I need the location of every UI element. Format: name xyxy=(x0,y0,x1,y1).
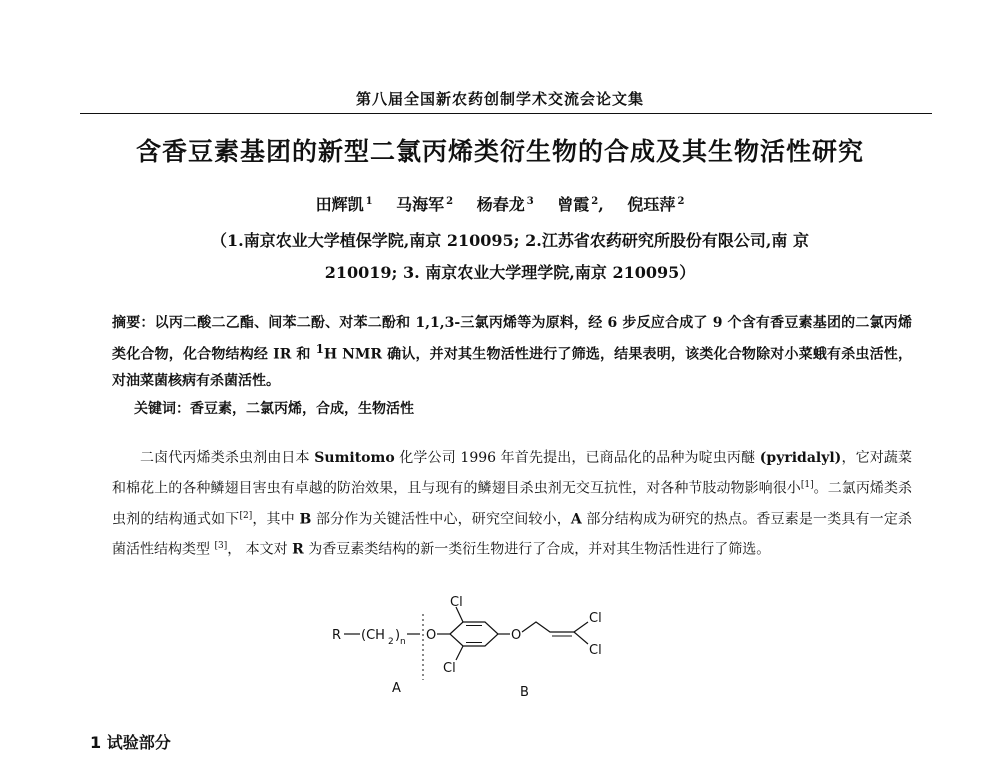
text-run: 部分结构成为研究的热点。香豆素是一类具有一定杀菌活性结构类型 xyxy=(112,511,913,558)
author-affiliation-mark: 2 xyxy=(446,195,454,207)
author: 曾霞 $^2$, xyxy=(557,195,604,214)
text-run: ，其中 xyxy=(252,511,300,528)
bond xyxy=(456,646,463,660)
author-name: 杨春龙 xyxy=(476,195,525,214)
part-a-label: A xyxy=(392,681,401,696)
author-affiliation-mark: 3 xyxy=(526,195,534,207)
abstract-text-2: H NMR 确认，并对其生物活性进行了筛选，结果表明，该类化合物除对小菜蛾有杀虫活性，对油菜菌核病有杀菌活性。 xyxy=(112,346,912,389)
linker-open: (CH xyxy=(361,628,385,643)
chlorine-vinyl-1: Cl xyxy=(589,611,602,626)
author-name: 马海军 xyxy=(396,195,445,214)
part-b-label: B xyxy=(520,685,529,700)
author-name: 田辉凯 xyxy=(315,195,364,214)
r-group-label: R xyxy=(292,541,304,558)
chlorine-bottom: Cl xyxy=(443,661,456,676)
citation: [2] xyxy=(239,510,253,521)
author xyxy=(477,195,534,214)
author xyxy=(627,195,684,214)
text-run: 化学公司 1996 年首先提出，已商品化的品种为啶虫丙醚 xyxy=(394,450,760,466)
keywords-text: 香豆素，二氯丙烯，合成，生物活性 xyxy=(190,401,414,417)
author xyxy=(316,195,373,214)
introduction-paragraph xyxy=(112,445,912,564)
header-rule xyxy=(80,113,932,114)
keywords-label: 关键词： xyxy=(134,401,190,417)
author-list xyxy=(0,192,1000,215)
oxygen-right: O xyxy=(511,628,522,643)
citation: [3] xyxy=(214,541,228,552)
text-run: 部分作为关键活性中心，研究空间较小， xyxy=(311,511,571,528)
structure-diagram xyxy=(330,592,650,704)
abstract xyxy=(112,310,912,394)
paragraph xyxy=(112,445,912,564)
author-affiliation-mark: 1 xyxy=(365,195,373,207)
allyl-chain xyxy=(522,622,574,632)
text-run: ，它对蔬菜和棉花上的各种鳞翅目害虫有卓越的防治效果，且与现有的鳞翅目杀虫剂无交互抗性，对各种节肢动物影响很小 xyxy=(112,450,913,497)
product-name: (pyridalyl) xyxy=(759,450,842,466)
text-run: 二卤代丙烯类杀虫剂由日本 xyxy=(140,450,315,466)
linker-close: ) xyxy=(395,628,401,643)
paper-title: 含香豆素基团的新型二氯丙烯类衍生物的合成及其生物活性研究 xyxy=(135,137,864,166)
author xyxy=(396,195,453,214)
chemical-structure xyxy=(330,592,650,704)
author-affiliation-mark: 2 xyxy=(677,195,685,207)
affiliation-line-1: （1.南京农业大学植保学院,南京 210095; 2.江苏省农药研究所股份有限公司,南 京 xyxy=(211,231,809,250)
linker-n: n xyxy=(400,637,406,647)
part-b-label: B xyxy=(299,511,312,528)
chlorine-top: Cl xyxy=(450,595,463,610)
chlorine-vinyl-2: Cl xyxy=(589,643,602,658)
text-run: 为香豆素类结构的新一类衍生物进行了合成，并对其生物活性进行了筛选。 xyxy=(303,541,771,558)
running-header: 第八届全国新农药创制学术交流会论文集 xyxy=(355,90,644,108)
citation: [1] xyxy=(800,480,814,490)
author-name: 倪珏萍 xyxy=(627,195,676,214)
oxygen-left: O xyxy=(426,628,437,643)
author-name: 曾霞 xyxy=(557,195,590,214)
text-run: ， 本文对 xyxy=(227,541,293,558)
part-a-label: A xyxy=(570,511,582,528)
author-affiliation-mark: 2 xyxy=(591,195,599,207)
keywords xyxy=(134,398,894,418)
linker-subscript: 2 xyxy=(388,637,394,647)
bond xyxy=(574,632,588,644)
abstract-label: 摘要： xyxy=(112,315,155,331)
company-name: Sumitomo xyxy=(314,450,395,466)
section-heading: 1 试验部分 xyxy=(90,733,171,752)
affiliation-line-2: 210019; 3. 南京农业大学理学院,南京 210095） xyxy=(324,263,696,282)
bond xyxy=(574,622,588,632)
abstract-text-1: 以丙二酸二乙酯、间苯二酚、对苯二酚和 1,1,3-三氯丙烯等为原料，经 6 步反应合成了 9 个含有香豆素基团的二氯丙烯类化合物，化合物结构经 IR 和 xyxy=(112,315,912,363)
text-run: 。二氯丙烯类杀虫剂的结构通式如下 xyxy=(112,480,912,528)
r-group: R xyxy=(332,628,342,643)
nmr-superscript: 1 xyxy=(315,342,324,356)
